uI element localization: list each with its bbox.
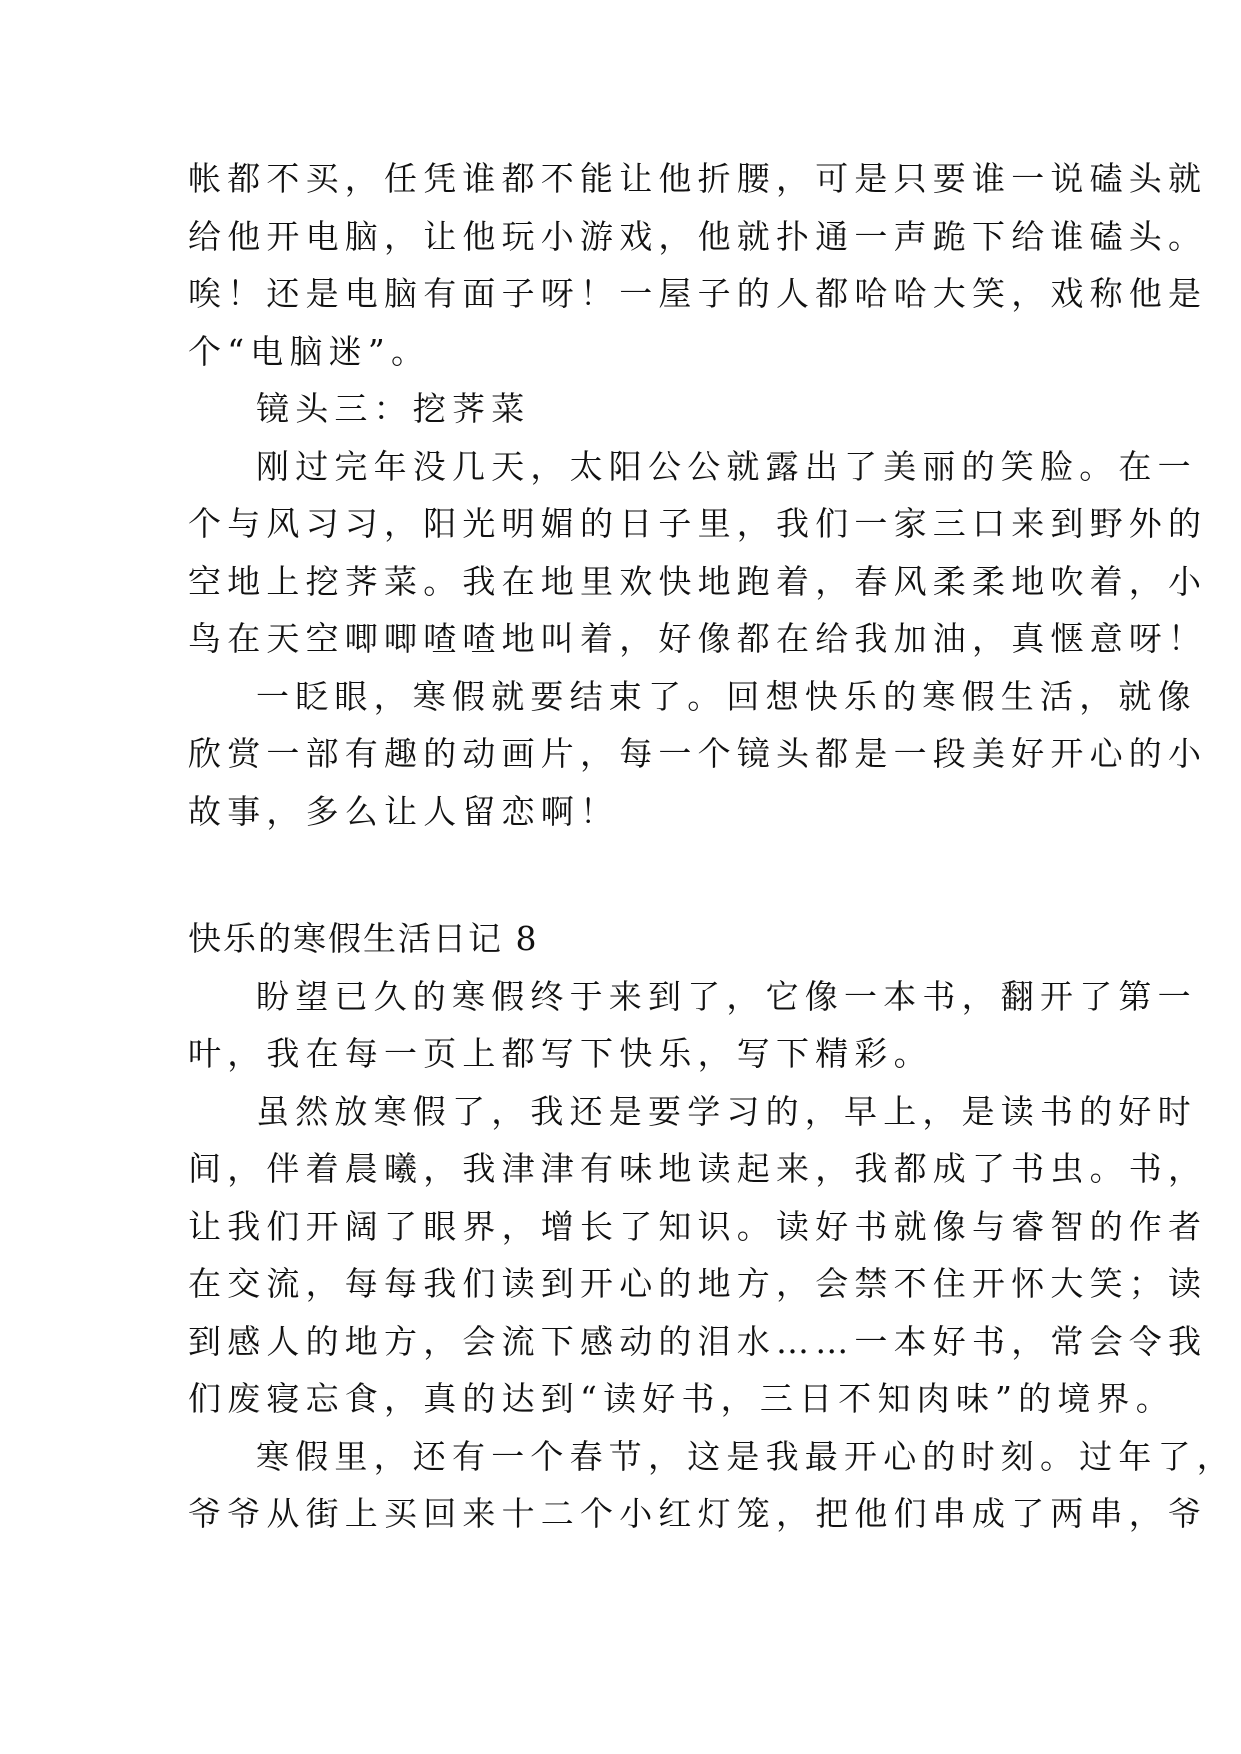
text-line: 空地上挖荠菜。我在地里欢快地跑着，春风柔柔地吹着，小 [188, 561, 1208, 601]
text-line: 给他开电脑，让他玩小游戏，他就扑通一声跪下给谁磕头。 [188, 216, 1208, 256]
text-line: 鸟在天空唧唧喳喳地叫着，好像都在给我加油，真惬意呀！ [188, 619, 1208, 658]
text-line: 间，伴着晨曦，我津津有味地读起来，我都成了书虫。书， [188, 1149, 1208, 1188]
paragraph [188, 1083, 1208, 1428]
text-line: 到感人的地方，会流下感动的泪水……一本好书，常会令我 [188, 1321, 1208, 1361]
text-line: 爷爷从街上买回来十二个小红灯笼，把他们串成了两串，爷 [188, 1494, 1208, 1533]
paragraph-continuation [188, 150, 1208, 380]
paragraph [188, 668, 1208, 841]
paragraph [188, 1428, 1236, 1543]
text-line: 欣赏一部有趣的动画片，每一个镜头都是一段美好开心的小 [188, 734, 1208, 773]
paragraph [188, 968, 1197, 1083]
text-line: 故事，多么让人留恋啊！ [188, 791, 620, 831]
text-line: 个与风习习，阳光明媚的日子里，我们一家三口来到野外的 [188, 504, 1208, 543]
text-line: 虽然放寒假了，我还是要学习的，早上，是读书的好时 [256, 1091, 1197, 1131]
document-body [188, 150, 1236, 1543]
text-line: 一眨眼，寒假就要结束了。回想快乐的寒假生活，就像 [256, 676, 1197, 716]
paragraph [188, 438, 1208, 668]
text-line: 在交流，每每我们读到开心的地方，会禁不住开怀大笑；读 [188, 1264, 1208, 1303]
text-line: 刚过完年没几天，太阳公公就露出了美丽的笑脸。在一 [256, 446, 1197, 486]
text-line: 寒假里，还有一个春节，这是我最开心的时刻。过年了， [256, 1436, 1236, 1476]
text-line: 叶，我在每一页上都写下快乐，写下精彩。 [188, 1034, 933, 1073]
text-line: 们废寝忘食，真的达到“读好书，三日不知肉味”的境界。 [188, 1379, 1175, 1418]
diary-title: 快乐的寒假生活日记 8 [188, 919, 539, 958]
text-line: 个“电脑迷”。 [188, 331, 431, 371]
text-line: 盼望已久的寒假终于来到了，它像一本书，翻开了第一 [256, 976, 1197, 1016]
section-spacer [188, 840, 1068, 910]
scene-heading: 镜头三：挖荠菜 [256, 389, 531, 428]
text-line: 帐都不买，任凭谁都不能让他折腰，可是只要谁一说磕头就 [188, 159, 1208, 198]
text-line: 唉！还是电脑有面子呀！一屋子的人都哈哈大笑，戏称他是 [188, 274, 1208, 313]
text-line: 让我们开阔了眼界，增长了知识。读好书就像与睿智的作者 [188, 1206, 1208, 1246]
